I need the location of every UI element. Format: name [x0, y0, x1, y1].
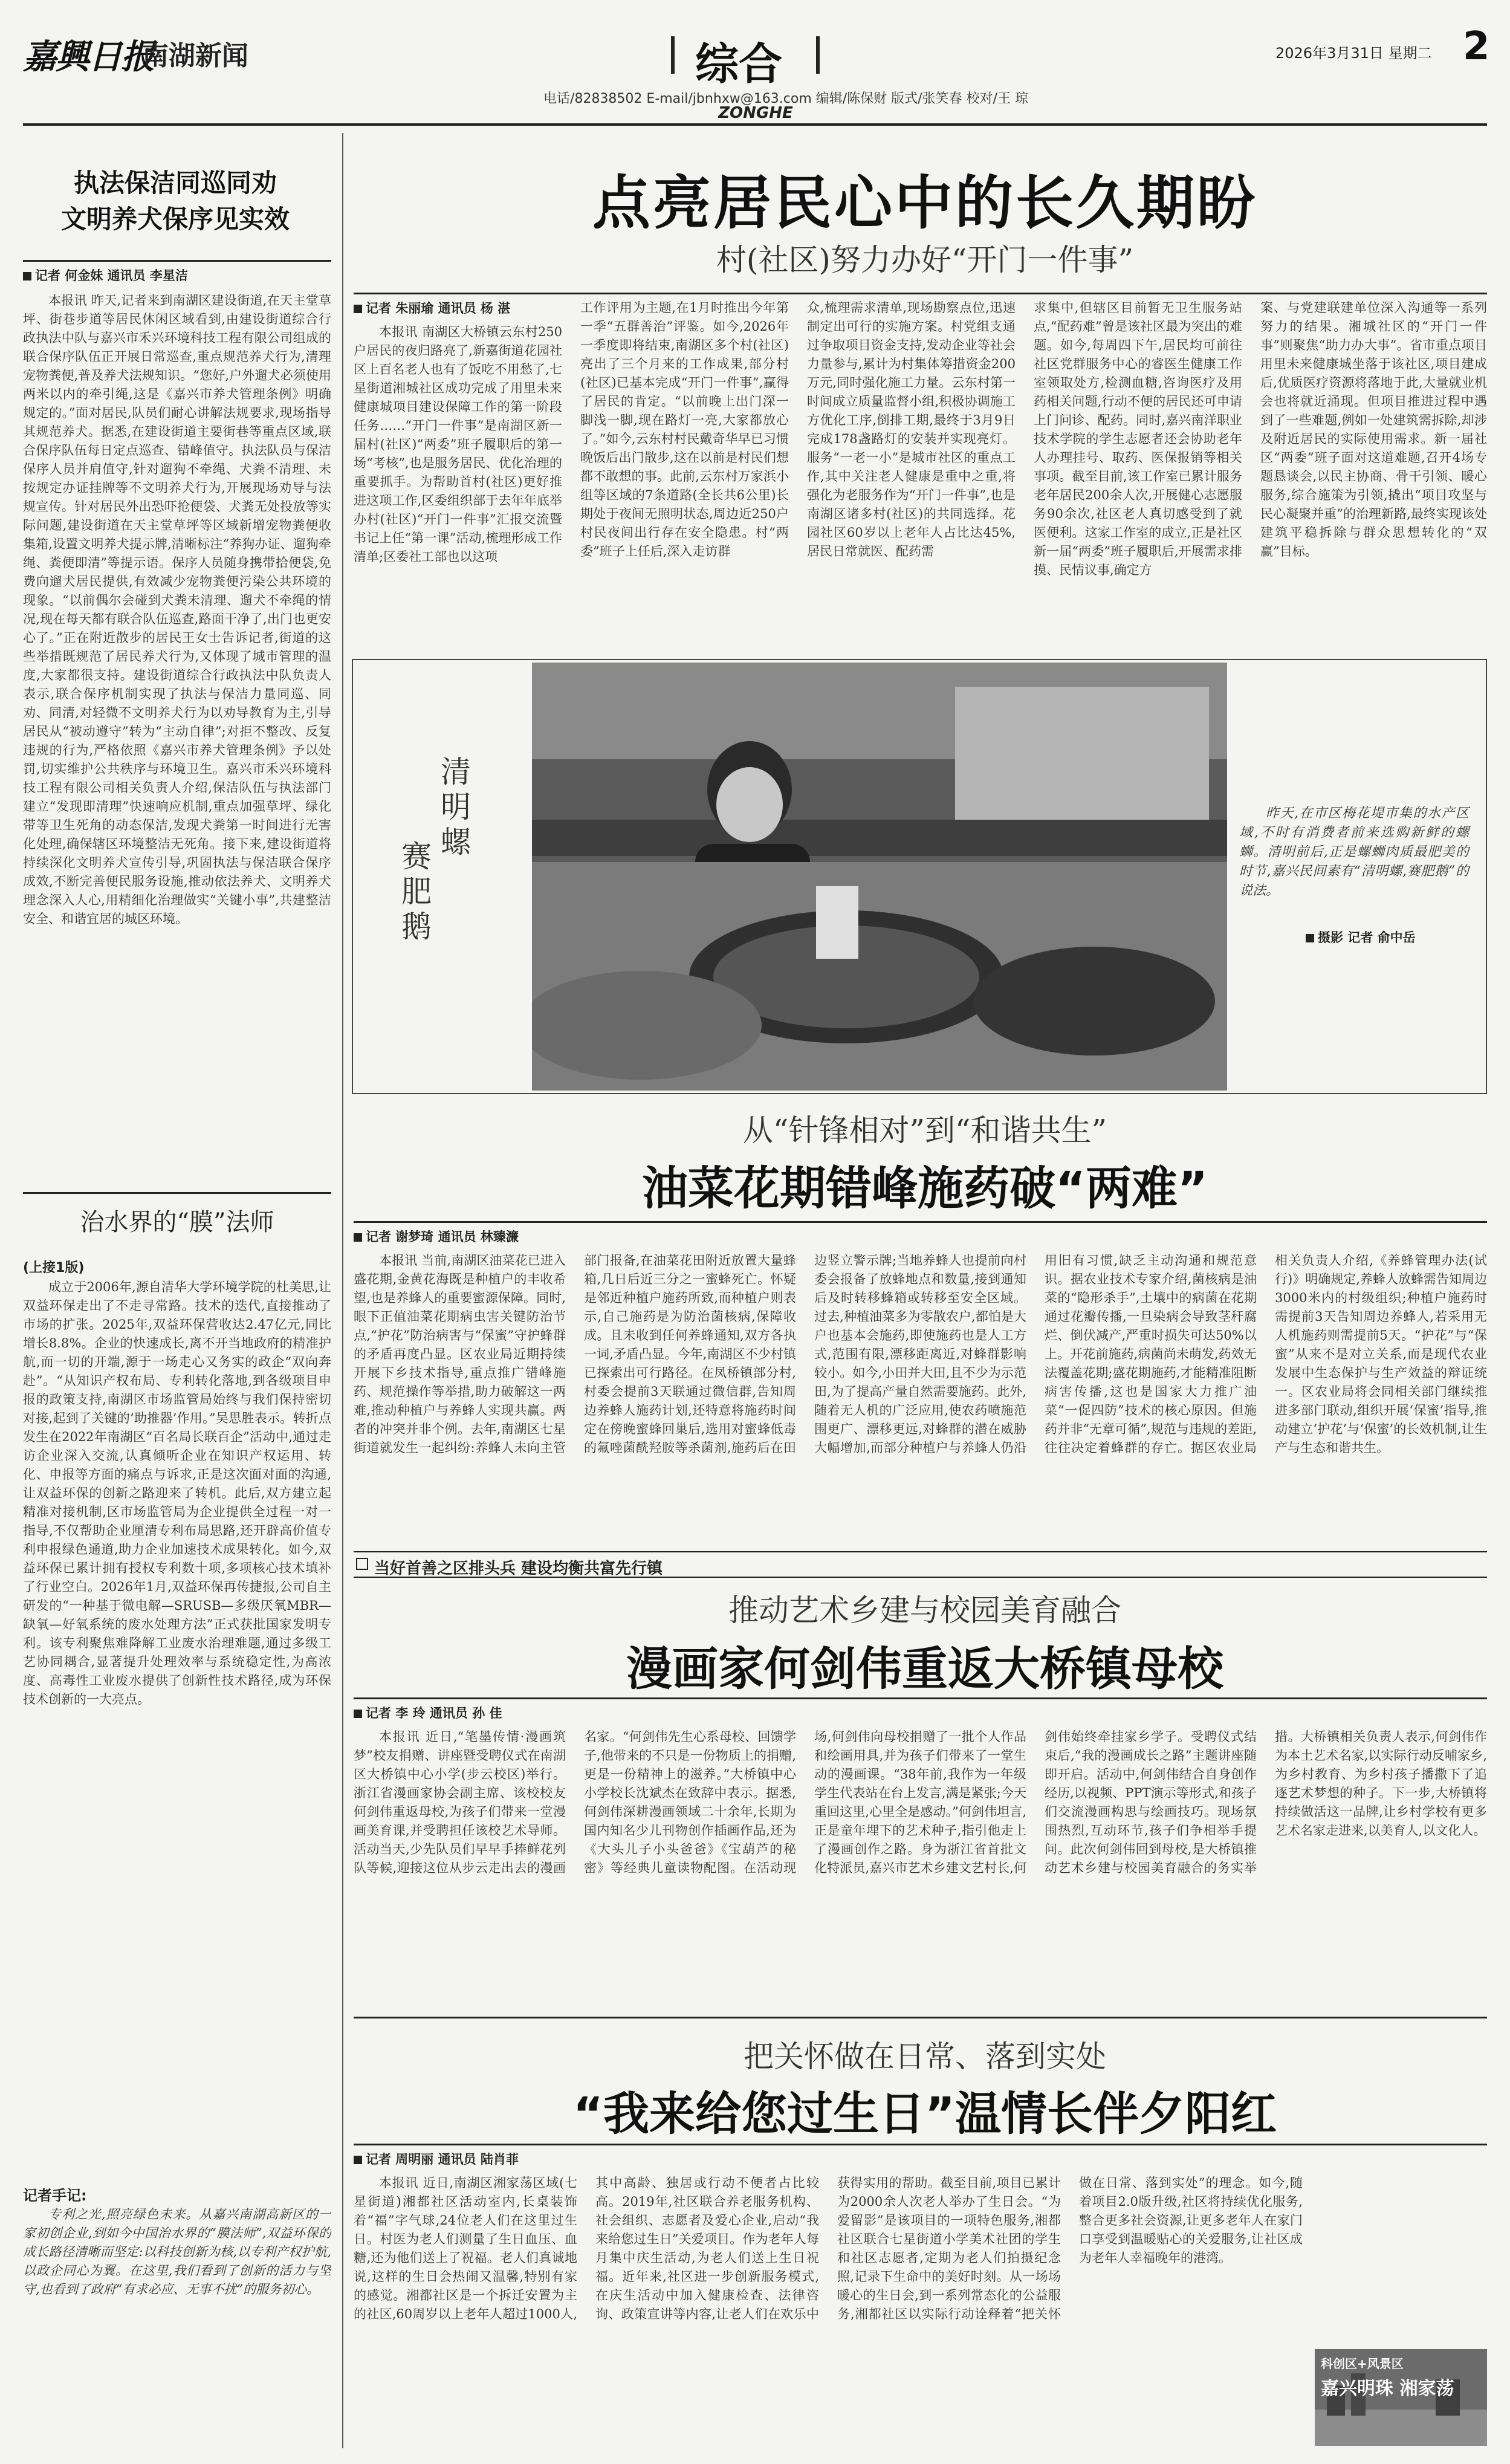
slogan-bar [354, 1551, 1487, 1578]
rape-headline: 油菜花期错峰施药破“两难” [642, 1161, 1208, 1215]
art-body: 本报讯 近日,“笔墨传情·漫画筑梦”校友捐赠、讲座暨受聘仪式在南湖区大桥镇中心小学(步云校区)举行。浙江省漫画家协会副主席、该校校友何剑伟重返母校,为孩子们带来一堂漫画美育课,并受聘担任该校艺术导师。活动当天,少先队员们早早手捧鲜花列队等候,迎接这位从步云走出去的漫画名家。“何剑伟先生心系母校、回馈学子,他带来的不只是一份物质上的捐赠,更是一份精神上的滋养。”大桥镇中心小学校长沈斌杰在致辞中表示。据悉,何剑伟深耕漫画领域二十余年,长期为国内知名少儿刊物创作插画作品,还为《大头儿子小头爸爸》《宝葫芦的秘密》等经典儿童读物配图。在活动现场,何剑伟向母校捐赠了一批个人作品和绘画用具,并为孩子们带来了一堂生动的漫画课。“38年前,我作为一年级学生代表站在台上发言,满是紧张;今天重回这里,心里全是感动。”何剑伟坦言,正是童年埋下的艺术种子,指引他走上了漫画创作之路。身为浙江省首批文化特派员,嘉兴市艺术乡建文艺村长,何剑伟始终牵挂家乡学子。受聘仪式结束后,“我的漫画成长之路”主题讲座随即开启。活动中,何剑伟结合自身创作经历,以视频、PPT演示等形式,和孩子们交流漫画构思与绘画技巧。现场氛围热烈,互动环节,孩子们争相举手提问。此次何剑伟回到母校,是大桥镇推动艺术乡建与校园美育融合的务实举措。大桥镇相关负责人表示,何剑伟作为本土艺术名家,以实际行动反哺家乡,为乡村教育、为乡村孩子播撒下了追逐艺术梦想的种子。下一步,大桥镇将持续做活这一品牌,让乡村学校有更多艺术名家走进来,以美育人,以文化人。 [354, 1730, 1487, 1875]
section-name: 南湖新闻 [142, 41, 248, 71]
art-rule [354, 1697, 1487, 1699]
xiangjiadang-ad [1315, 2349, 1487, 2446]
left-divider [23, 1192, 331, 1194]
art-byline-text: 记者 李 玲 通讯员 孙 佳 [366, 1706, 502, 1720]
masthead [0, 0, 1510, 121]
byline-marker [354, 2156, 362, 2164]
byline-marker [354, 305, 362, 313]
photo-vertical-title-1: 清明螺 [436, 756, 471, 861]
birthday-headline: “我来给您过生日”温情长伴夕阳红 [573, 2087, 1277, 2141]
membrane-part: (上接1版) [23, 1260, 85, 1276]
byline-marker [354, 1233, 362, 1242]
slogan-text: 当好首善之区排头兵 建设均衡共富先行镇 [374, 1560, 663, 1578]
membrane-note-title: 记者手记: [23, 2187, 87, 2204]
birthday-kicker: 把关怀做在日常、落到实处 [744, 2039, 1106, 2074]
byline-marker [354, 1710, 362, 1718]
art-kicker: 推动艺术乡建与校园美育融合 [728, 1593, 1121, 1628]
rape-rule [354, 1221, 1487, 1223]
page-title: 综合 [695, 39, 783, 89]
photo-credit-text: 摄影 记者 俞中岳 [1318, 930, 1416, 945]
art-headline: 漫画家何剑伟重返大桥镇母校 [626, 1642, 1223, 1696]
photo-vertical-title-2: 赛肥鹅 [397, 840, 432, 945]
title-bar-right [816, 36, 820, 74]
rape-kicker: 从“针锋相对”到“和谐共生” [742, 1113, 1107, 1148]
main-deck: 村(社区)努力办好“开门一件事” [716, 242, 1134, 277]
rape-byline [354, 1227, 571, 1245]
main-story-rule [354, 293, 1487, 294]
left-story-byline [23, 266, 331, 284]
main-col-1: 本报讯 南湖区大桥镇云东村250户居民的夜归路亮了,新嘉街道花园社区上百名老人也有了饭吃不用愁了,七星街道湘城社区成功完成了用里未来健康城项目建设保障工作的第一阶段任务……“开门一件事”是南湖区新一届村(社区)“两委”班子履职后的第一场“考核”,也是服务居民、优化治理的重要抓手。为帮助首村(社区)更好推进这项工作,区委组织部于去年年底举办村(社区)“开门一件事”汇报交流暨书记上任“第一课”活动,梳理形成工作清单;区委社工部也以这项 [354, 325, 562, 564]
birthday-byline-text: 记者 周明丽 通讯员 陆肖菲 [366, 2152, 519, 2167]
main-col-3: 众,梳理需求清单,现场勘察点位,迅速制定出可行的实施方案。村党组支通过争取项目资金支持,发动企业等社会力量参与,累计为村集体筹措资金200万元,同时强化施工力量。云东村第一时间成立质量监督小组,积极协调施工方优化工序,倒排工期,最终于3月9日完成178盏路灯的安装并实现亮灯。服务“一老一小”是城市社区的重点工作,其中关注老人健康是重中之重,将强化为老服务作为“开门一件事”,也是南湖区诸多村(社区)的共同选择。花园社区60岁以上老年人占比达45%,居民日常就医、配药需 [807, 300, 1016, 559]
newspaper-logo: 嘉興日报 [23, 37, 154, 77]
contact-line: 电话/82838502 E-mail/jbnhxw@163.com 编辑/陈保财 版式/张笑春 校对/王 琼 [543, 91, 1028, 106]
left-story-body: 本报讯 昨天,记者来到南湖区建设街道,在天主堂草坪、街巷步道等居民休闲区域看到,由建设街道综合行政执法中队与嘉兴市禾兴环境科技工程有限公司组成的联合保序队伍正开展日常巡查,重点规范养犬行为,清理宠物粪便,普及养犬法规知识。“您好,户外遛犬必须使用两米以内的牵引绳,这是《嘉兴市养犬管理条例》明确规定的。”面对居民,队员们耐心讲解法规要求,现场指导其规范养犬。据悉,在建设街道主要街巷等重点区域,联合保序队伍每日定点巡查、错峰值守。执法队员与保洁保序人员并肩值守,针对遛狗不牵绳、犬粪不清理、未按规定办证挂牌等不文明养犬行为,开展现场劝导与法规宣传。针对居民外出恐吓抢便袋、犬粪无处投放等实际问题,建设街道在天主堂草坪等区域新增宠物粪便收集箱,设置文明养犬提示牌,清晰标注“养狗办证、遛狗牵绳、粪便即清”等提示语。保序人员随身携带拾便袋,免费向遛犬居民提供,有效减少宠物粪便污染公共环境的现象。“以前偶尔会碰到犬粪未清理、遛犬不牵绳的情况,现在每天都有联合队伍巡查,路面干净了,出门也更安心了。”正在附近散步的居民王女士告诉记者,街道的这些举措既规范了居民养犬行为,又体现了城市管理的温度,大家都很支持。建设街道综合行政执法中队负责人表示,联合保序机制实现了执法与保洁力量同巡、同劝、同清,对轻微不文明养犬行为以劝导教育为主,引导居民从“被动遵守”转为“主动自律”;对拒不整改、反复违规的行为,严格依照《嘉兴市养犬管理条例》予以处罚,切实维护公共秩序与环境卫生。嘉兴市禾兴环境科技工程有限公司相关负责人介绍,保洁队伍与执法部门建立“发现即清理”快速响应机制,重点加强草坪、绿化带等卫生死角的动态保洁,发现犬粪第一时间进行无害化处理,确保辖区环境整洁无死角。接下来,建设街道将持续深化文明养犬宣传引导,巩固执法与保洁联合保序成效,不断完善便民服务设施,推动依法养犬、文明养犬理念深入人心,用精细化治理做实“关键小事”,共建整洁安全、和谐宜居的城区环境。 [23, 293, 331, 926]
left-story-rule [23, 260, 331, 262]
art-byline [354, 1704, 571, 1722]
main-col-5: 案、与党建联建单位深入沟通等一系列努力的结果。湘城社区的“开门一件事”则聚焦“助力办大事”。省市重点项目用里未来健康城坐落于该社区,项目建成后,优质医疗资源将落地于此,大量就业机会也将就近涌现。但项目推进过程中遇到了一些难题,例如一处建筑需拆除,却涉及附近居民的实际使用需求。新一届社区“两委”班子面对这道难题,召开4场专题恳谈会,以民主协商、骨干引领、暖心服务,综合施策为引领,撬出“项目攻坚与民心凝聚并重”的治理新路,最终实现该处建筑平稳拆除与群众思想转化的“双赢”目标。 [1260, 300, 1487, 559]
main-col-4: 求集中,但辖区目前暂无卫生服务站点,“配药难”曾是该社区最为突出的难题。如今,每周四下午,居民均可前往社区党群服务中心的睿医生健康工作室领取处方,检测血糖,咨询医疗及用药相关问题,行动不便的居民还可申请上门问诊、配药。同时,嘉兴南洋职业技术学院的学生志愿者还会协助老年人办理挂号、取药、医保报销等相关事项。截至目前,该工作室已累计服务老年居民200余人次,开展健心志愿服务90余次,社区老人真切感受到了就医便利。这家工作室的成立,正是社区新一届“两委”班子履职后,开展需求排摸、民情议事,确定方 [1034, 300, 1242, 577]
main-byline [354, 299, 559, 317]
photo-credit [1306, 928, 1475, 946]
rape-byline-text: 记者 谢梦琦 通讯员 林臻濂 [366, 1230, 519, 1244]
rape-body: 本报讯 当前,南湖区油菜花已进入盛花期,金黄花海既是种植户的丰收希望,也是养蜂人的重要蜜源保障。同时,眼下正值油菜花期病虫害关键防治节点,“护花”防治病害与“保蜜”守护蜂群的矛盾再度凸显。区农业局近期持续开展下乡技术指导,重点推广错峰施药、规范操作等举措,助力破解这一两难,推动种植户与养蜂人实现共赢。两者的冲突并非个例。去年,南湖区七星街道就发生一起纠纷:养蜂人未向主管部门报备,在油菜花田附近放置大量蜂箱,几日后近三分之一蜜蜂死亡。怀疑是邻近种植户施药所致,而种植户则表示,自己施药是为防治菌核病,保障收成。且未收到任何养蜂通知,双方各执一词,矛盾凸显。今年,南湖区不少村镇已探索出可行路径。在凤桥镇部分村,村委会提前3天联通过微信群,告知周边养蜂人施药计划,还特意将施药时间定在傍晚蜜蜂回巢后,选用对蜜蜂低毒的氟唑菌酰羟胺等杀菌剂,施药后在田边竖立警示牌;当地养蜂人也提前向村委会报备了放蜂地点和数量,接到通知后及时转移蜂箱或转移至安全区域。过去,种植油菜多为零散农户,都怕是大户也基本会施药,即使施药也是人工方式,范围有限,漂移距离近,对蜂群影响较小。如今,小田并大田,且不少为示范田,为了提高产量自然需要施药。此外,随着无人机的广泛应用,使农药喷施范围更广、漂移更远,对蜂群的潜在威胁大幅增加,而部分种植户与养蜂人仍沿用旧有习惯,缺乏主动沟通和规范意识。据农业技术专家介绍,菌核病是油菜的“隐形杀手”,土壤中的病菌在花期通过花瓣传播,一旦染病会导致茎秆腐烂、倒伏减产,严重时损失可达50%以上。开花前施药,病菌尚未萌发,药效无法覆盖花期;盛花期施药,才能精准阻断病害传播,这也是国家大力推广油菜“一促四防”技术的核心原因。但施药并非“无章可循”,规范与违规的差距,往往决定着蜂群的存亡。据区农业局相关负责人介绍,《养蜂管理办法(试行)》明确规定,养蜂人放蜂需告知周边3000米内的村级组织;种植户施药时需提前3天告知周边养蜂人,若采用无人机施药则需提前5天。“护花”与“保蜜”从来不是对立关系,而是现代农业发展中生态保护与生产效益的辩证统一。区农业局将会同相关部门继续推进多部门联动,组织开展‘保蜜’指导,推动建立‘护花’与‘保蜜’的长效机制,让生产与生态和谐共生。 [354, 1253, 1487, 1455]
left-story-headline-1: 执法保洁同巡同劝 [73, 168, 277, 198]
main-col-2: 工作评用为主题,在1月时推出今年第一季“五群善治”评鉴。如今,2026年一季度即将结束,南湖区多个村(社区)亮出了三个月来的工作成果,部分村(社区)已基本完成“开门一件事”,赢得了居民的肯定。“以前晚上出门深一脚浅一脚,现在路灯一亮,大家都放心了。”如今,云东村村民戴奇华早已习惯晚饭后出门散步,这在以前是村民们想都不敢想的事。此前,云东村万家浜小组等区域的7条道路(全长共6公里)长期处于夜间无照明状态,周边近250户村民夜间出行存在安全隐患。村“两委”班子上任后,深入走访群 [580, 300, 789, 559]
page-title-block [641, 13, 846, 89]
slogan-box-icon [356, 1558, 368, 1570]
membrane-headline: 治水界的“膜”法师 [80, 1208, 274, 1236]
birthday-body: 本报讯 近日,南湖区湘家荡区域(七星街道)湘都社区活动室内,长桌装饰着“福”字气球,24位老人们在这里过生日。村医为老人们测量了生日血压、血糖,还为他们送上了祝福。老人们真诚地说,这样的生日会热闹又温馨,特别有家的感觉。湘都社区是一个拆迁安置为主的社区,60周岁以上老年人超过1000人,其中高龄、独居或行动不便者占比较高。2019年,社区联合养老服务机构、社会组织、志愿者及爱心企业,启动“我来给您过生日”关爱项目。作为老年人每月集中庆生活动,为老人们送上生日祝福。近年来,社区进一步创新服务模式,在庆生活动中加入健康检查、法律咨询、政策宣讲等内容,让老人们在欢乐中获得实用的帮助。截至目前,项目已累计为2000余人次老人举办了生日会。“为爱留影”是该项目的一项特色服务,湘都社区联合七星街道小学美术社团的学生和社区志愿者,定期为老人们拍摄纪念照,记录下生命中的美好时刻。从一场场暖心的生日会,到一系列常态化的公益服务,湘都社区以实际行动诠释着“把关怀做在日常、落到实处”的理念。如今,随着项目2.0版升级,社区将持续优化服务,整合更多社会资源,让更多老年人在家门口享受到温暖贴心的关爱服务,让社区成为老年人幸福晚年的港湾。 [354, 2176, 1303, 2321]
ad-brand: 嘉兴明珠 湘家荡 [1321, 2378, 1454, 2399]
birthday-rule [354, 2144, 1487, 2145]
membrane-note-body: 专利之光,照亮绿色未来。从嘉兴南湖高新区的一家初创企业,到如今中国治水界的“膜法师”,双益环保的成长路径清晰而坚定:以科技创新为核,以专利产权护航,以政企同心为翼。在这里,我们看到了创新的活力与坚守,也看到了政府“有求必应、无事不扰”的服务初心。 [23, 2207, 331, 2297]
title-bar-left [671, 36, 675, 74]
left-column-rule [342, 133, 343, 2448]
photo-caption: 昨天,在市区梅花堤市集的水产区域,不时有消费者前来选购新鲜的螺蛳。清明前后,正是螺蛳肉质最肥美的时节,嘉兴民间素有“清明螺,赛肥鹅”的说法。 [1239, 806, 1469, 898]
left-story-headline-2: 文明养犬保序见实效 [60, 204, 290, 234]
birthday-byline [354, 2150, 571, 2168]
main-byline-text: 记者 朱丽瑜 通讯员 杨 湛 [366, 301, 511, 316]
ad-label: 科创区+风景区 [1321, 2356, 1404, 2371]
main-headline: 点亮居民心中的长久期盼 [592, 169, 1257, 237]
left-story-byline-text: 记者 何金妹 通讯员 李星洁 [35, 268, 188, 283]
page-number: 2 [1463, 24, 1490, 69]
page-date: 2026年3月31日 星期二 [1275, 45, 1432, 62]
page-title-pinyin: ZONGHE [718, 104, 793, 122]
membrane-body: 成立于2006年,源自清华大学环境学院的杜美思,让双益环保走出了不走寻常路。技术的迭代,直接推动了市场的扩张。2025年,双益环保营收达2.47亿元,同比增长8.8%。企业的快速成长,离不开当地政府的精准护航,而一切的开端,源于一场走心又务实的政企“双向奔赴”。“从知识产权布局、专利转化落地,到各级项目申报的政策支持,南湖区市场监管局始终与我们保持密切对接,起到了关键的‘助推器’作用。”吴思胜表示。转折点发生在2022年南湖区“百名局长联百企”活动中,通过走访企业深入交流,认真倾听企业在知识产权运用、转化、申报等方面的痛点与诉求,正是这次面对面的沟通,让双益环保的创新之路迎来了转机。此后,双方建立起精准对接机制,区市场监管局为企业提供全过程一对一指导,不仅帮助企业厘清专利布局思路,还开辟高价值专利申报绿色通道,助力企业加速技术成果转化。如今,双益环保已累计拥有授权专利数十项,多项核心技术填补了行业空白。2026年1月,双益环保再传捷报,公司自主研发的“一种基于微电解—SRUSB—多级厌氧MBR—缺氧—好氧系统的废水处理方法”正式获批国家发明专利。该专利聚焦难降解工业废水治理难题,通过多级工艺协同耦合,显著提升处理效率与系统稳定性,为高浓度、高毒性工业废水提供了创新性技术路径,成为环保技术创新的一大亮点。 [23, 1280, 331, 1707]
masthead-rule [23, 123, 1487, 126]
birthday-top-rule [354, 2017, 1487, 2018]
byline-marker [23, 272, 31, 280]
market-photo [532, 663, 1227, 1091]
credit-marker [1306, 934, 1314, 942]
market-photo-illustration [532, 663, 1227, 1091]
